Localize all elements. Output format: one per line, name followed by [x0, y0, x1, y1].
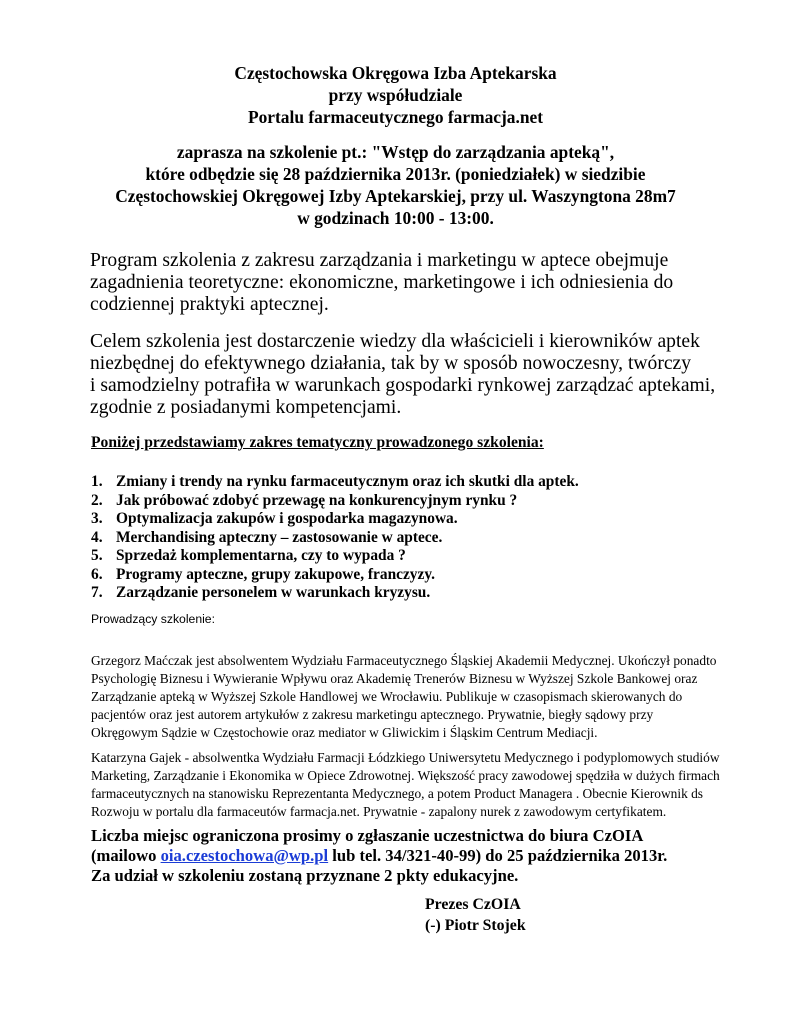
list-item	[91, 566, 579, 585]
list-item	[91, 584, 579, 603]
notice-text: (mailowo	[91, 846, 161, 865]
bio-line: farmaceutycznych na stanowisku Reprezentanta Medycznego, a potem Product Managera . Obecnie Kierownik ds	[91, 786, 704, 801]
organizer-cooperation: przy współudziale	[328, 85, 463, 105]
list-item	[91, 529, 579, 548]
list-text: Optymalizacja zakupów i gospodarka magazynowa.	[116, 510, 458, 527]
notice-line: Liczba miejsc ograniczona prosimy o zgłaszanie uczestnictwa do biura CzOIA	[91, 826, 644, 845]
list-number: 1.	[91, 473, 103, 490]
trainer-label: Prowadzący szkolenie:	[91, 612, 215, 626]
program-line: zagadnienia teoretyczne: ekonomiczne, marketingowe i ich odniesienia do	[90, 272, 674, 293]
invitation-block	[0, 141, 791, 229]
list-number: 4.	[91, 528, 103, 546]
list-text: Sprzedaż komplementarna, czy to wypada ?	[116, 547, 406, 564]
notice-contact-line	[91, 846, 667, 866]
goal-line: Celem szkolenia jest dostarczenie wiedzy dla właścicieli i kierowników aptek	[90, 331, 700, 352]
list-number: 6.	[91, 565, 103, 583]
bio-line: Marketing, Zarządzanie i Ekonomika w Opiece Zdrowotnej. Większość pracy zawodowej spędziła w dużych firmach	[91, 768, 720, 783]
bio-line: Okręgowym Sądzie w Częstochowie oraz mediator w Gliwickim i Śląskim Centrum Mediacji.	[91, 725, 598, 740]
organizer-header	[0, 62, 791, 128]
list-text: Jak próbować zdobyć przewagę na konkurencyjnym rynku ?	[116, 491, 518, 509]
trainer-bio-gajek	[91, 749, 731, 821]
bio-line: Grzegorz Maćczak jest absolwentem Wydziału Farmaceutycznego Śląskiej Akademii Medycznej. Ukończył ponadto	[91, 653, 717, 668]
program-line: codziennej praktyki aptecznej.	[90, 294, 329, 315]
bio-line: Psychologię Biznesu i Wywieranie Wpływu oraz Akademię Trenerów Biznesu w Wyższej Szkole Bankowej oraz	[91, 671, 698, 686]
list-number: 5.	[91, 547, 103, 564]
goal-paragraph	[90, 331, 730, 419]
organizer-name: Częstochowska Okręgowa Izba Aptekarska	[234, 63, 557, 83]
program-paragraph	[90, 250, 730, 316]
invitation-date: które odbędzie się 28 października 2013r. (poniedziałek) w siedzibie	[145, 164, 646, 184]
signature-block	[425, 894, 526, 936]
bio-line: Katarzyna Gajek - absolwentka Wydziału Farmacji Łódzkiego Uniwersytetu Medycznego i podyplomowych studiów	[91, 750, 720, 765]
list-text: Zmiany i trendy na rynku farmaceutycznym oraz ich skutki dla aptek.	[116, 473, 579, 490]
bio-line: Rozwoju w portalu dla farmaceutów farmacja.net. Prywatnie - zapalony nurek z zawodowym certyfikatem.	[91, 804, 667, 819]
list-item	[91, 473, 579, 492]
invitation-hours: w godzinach 10:00 - 13:00.	[297, 208, 494, 228]
list-number: 2.	[91, 491, 103, 509]
organizer-portal: Portalu farmaceutycznego farmacja.net	[247, 107, 544, 127]
list-text: Programy apteczne, grupy zakupowe, franczyzy.	[116, 565, 436, 583]
goal-line: niezbędnej do efektywnego działania, tak by w sposób nowoczesny, twórczy	[90, 353, 692, 374]
list-item	[91, 492, 579, 511]
notice-text: lub tel. 34/321-40-99) do 25 października 2013r.	[328, 846, 668, 865]
invitation-title: zaprasza na szkolenie pt.: "Wstęp do zarządzania apteką",	[176, 142, 615, 162]
signature-name: (-) Piotr Stojek	[425, 917, 526, 934]
program-line: Program szkolenia z zakresu zarządzania i marketingu w aptece obejmuje	[90, 250, 669, 271]
notice-line: Za udział w szkoleniu zostaną przyznane 2 pkty edukacyjne.	[91, 866, 519, 885]
registration-notice	[91, 826, 667, 886]
list-number: 3.	[91, 510, 103, 527]
bio-line: Zarządzanie apteką w Wyższej Szkole Handlowej we Wrocławiu. Publikuje w czasopismach skierowanych do	[91, 689, 683, 704]
list-number: 7.	[91, 584, 103, 601]
bio-line: pacjentów oraz jest autorem artykułów z zakresu marketingu aptecznego. Prywatnie, biegły sądowy przy	[91, 707, 654, 722]
goal-line: i samodzielny potrafiła w warunkach gospodarki rynkowej zarządzać aptekami,	[90, 375, 716, 396]
email-link[interactable]: oia.czestochowa@wp.pl	[160, 846, 329, 865]
trainer-bio-maczak	[91, 652, 731, 742]
list-item	[91, 510, 579, 529]
goal-line: zgodnie z posiadanymi kompetencjami.	[90, 397, 402, 418]
list-text: Merchandising apteczny – zastosowanie w aptece.	[116, 528, 443, 546]
scope-heading: Poniżej przedstawiamy zakres tematyczny prowadzonego szkolenia:	[91, 434, 544, 451]
topics-list	[91, 473, 579, 603]
list-item	[91, 547, 579, 566]
invitation-place: Częstochowskiej Okręgowej Izby Aptekarskiej, przy ul. Waszyngtona 28m7	[115, 186, 676, 206]
signature-title: Prezes CzOIA	[425, 896, 521, 913]
list-text: Zarządzanie personelem w warunkach kryzysu.	[116, 584, 431, 601]
